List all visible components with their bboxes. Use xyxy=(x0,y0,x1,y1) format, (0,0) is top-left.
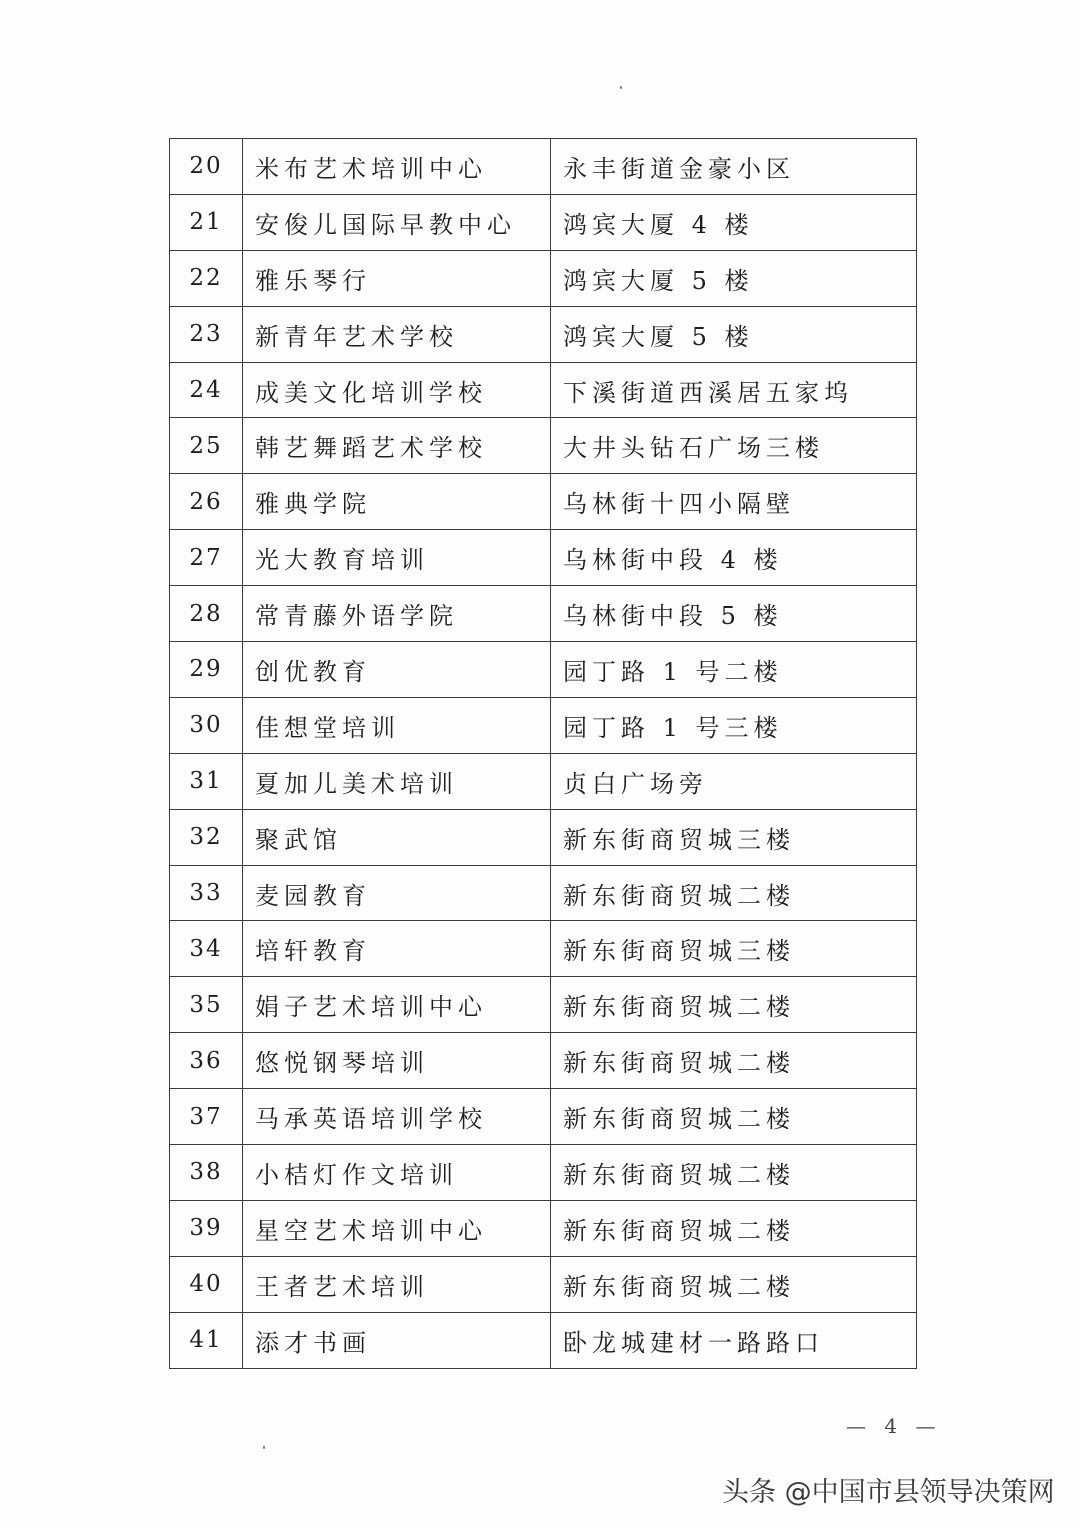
institution-address: 卧龙城建材一路路口 xyxy=(551,1312,917,1368)
table-row xyxy=(170,586,917,642)
table-row xyxy=(170,753,917,809)
institution-address: 贞白广场旁 xyxy=(551,753,917,809)
institution-address: 园丁路 1 号三楼 xyxy=(551,697,917,753)
institution-name: 添才书画 xyxy=(243,1312,551,1368)
table-row xyxy=(170,362,917,418)
row-number: 37 xyxy=(170,1089,243,1145)
row-number: 34 xyxy=(170,921,243,977)
institution-name: 马承英语培训学校 xyxy=(243,1089,551,1145)
institution-address: 新东街商贸城二楼 xyxy=(551,1089,917,1145)
table-row xyxy=(170,921,917,977)
row-number: 36 xyxy=(170,1033,243,1089)
institution-address: 乌林街中段 4 楼 xyxy=(551,530,917,586)
watermark-text: 头条 @中国市县领导决策网 xyxy=(722,1477,1055,1508)
table-row xyxy=(170,1145,917,1201)
table-row xyxy=(170,697,917,753)
institution-address: 永丰街道金豪小区 xyxy=(551,139,917,195)
institution-name: 小桔灯作文培训 xyxy=(243,1145,551,1201)
row-number: 22 xyxy=(170,250,243,306)
institution-address: 鸿宾大厦 5 楼 xyxy=(551,306,917,362)
row-number: 24 xyxy=(170,362,243,418)
row-number: 26 xyxy=(170,474,243,530)
institution-address: 新东街商贸城二楼 xyxy=(551,1200,917,1256)
scan-speck xyxy=(263,1446,265,1449)
row-number: 39 xyxy=(170,1200,243,1256)
table-row xyxy=(170,865,917,921)
institution-name: 培轩教育 xyxy=(243,921,551,977)
institution-name: 王者艺术培训 xyxy=(243,1256,551,1312)
row-number: 41 xyxy=(170,1312,243,1368)
institution-address: 乌林街中段 5 楼 xyxy=(551,586,917,642)
row-number: 38 xyxy=(170,1145,243,1201)
institution-address: 下溪街道西溪居五家坞 xyxy=(551,362,917,418)
table-row xyxy=(170,1033,917,1089)
institution-address: 新东街商贸城三楼 xyxy=(551,921,917,977)
institution-address: 新东街商贸城二楼 xyxy=(551,1033,917,1089)
institution-address: 园丁路 1 号二楼 xyxy=(551,642,917,698)
table-row xyxy=(170,642,917,698)
institution-name: 聚武馆 xyxy=(243,809,551,865)
table-row xyxy=(170,1312,917,1368)
table-row xyxy=(170,474,917,530)
scan-speck xyxy=(620,86,622,89)
table-row xyxy=(170,1256,917,1312)
row-number: 32 xyxy=(170,809,243,865)
table-row xyxy=(170,1089,917,1145)
table-row xyxy=(170,139,917,195)
institution-address: 大井头钻石广场三楼 xyxy=(551,418,917,474)
row-number: 33 xyxy=(170,865,243,921)
table-row xyxy=(170,530,917,586)
row-number: 28 xyxy=(170,586,243,642)
table-row xyxy=(170,194,917,250)
table-row xyxy=(170,250,917,306)
row-number: 30 xyxy=(170,697,243,753)
institution-name: 光大教育培训 xyxy=(243,530,551,586)
institution-name: 韩艺舞蹈艺术学校 xyxy=(243,418,551,474)
institution-name: 娟子艺术培训中心 xyxy=(243,977,551,1033)
row-number: 21 xyxy=(170,194,243,250)
institution-name: 悠悦钢琴培训 xyxy=(243,1033,551,1089)
institution-address: 鸿宾大厦 4 楼 xyxy=(551,194,917,250)
institution-name: 创优教育 xyxy=(243,642,551,698)
table-row xyxy=(170,977,917,1033)
institution-name: 夏加儿美术培训 xyxy=(243,753,551,809)
training-institution-table xyxy=(169,138,917,1369)
institution-name: 常青藤外语学院 xyxy=(243,586,551,642)
institution-address: 新东街商贸城二楼 xyxy=(551,1256,917,1312)
institution-name: 米布艺术培训中心 xyxy=(243,139,551,195)
row-number: 40 xyxy=(170,1256,243,1312)
page-number: — 4 — xyxy=(846,1414,942,1438)
institution-name: 成美文化培训学校 xyxy=(243,362,551,418)
row-number: 20 xyxy=(170,139,243,195)
institution-address: 新东街商贸城二楼 xyxy=(551,865,917,921)
institution-name: 雅典学院 xyxy=(243,474,551,530)
row-number: 27 xyxy=(170,530,243,586)
institution-name: 安俊儿国际早教中心 xyxy=(243,194,551,250)
institution-name: 佳想堂培训 xyxy=(243,697,551,753)
row-number: 31 xyxy=(170,753,243,809)
institution-name: 麦园教育 xyxy=(243,865,551,921)
table-row xyxy=(170,809,917,865)
institution-address: 新东街商贸城二楼 xyxy=(551,977,917,1033)
institution-name: 星空艺术培训中心 xyxy=(243,1200,551,1256)
institution-name: 新青年艺术学校 xyxy=(243,306,551,362)
table-row xyxy=(170,418,917,474)
table-row xyxy=(170,306,917,362)
institution-address: 新东街商贸城三楼 xyxy=(551,809,917,865)
institution-address: 新东街商贸城二楼 xyxy=(551,1145,917,1201)
institution-address: 乌林街十四小隔壁 xyxy=(551,474,917,530)
table-row xyxy=(170,1200,917,1256)
institution-address: 鸿宾大厦 5 楼 xyxy=(551,250,917,306)
row-number: 35 xyxy=(170,977,243,1033)
row-number: 29 xyxy=(170,642,243,698)
row-number: 23 xyxy=(170,306,243,362)
institution-name: 雅乐琴行 xyxy=(243,250,551,306)
row-number: 25 xyxy=(170,418,243,474)
